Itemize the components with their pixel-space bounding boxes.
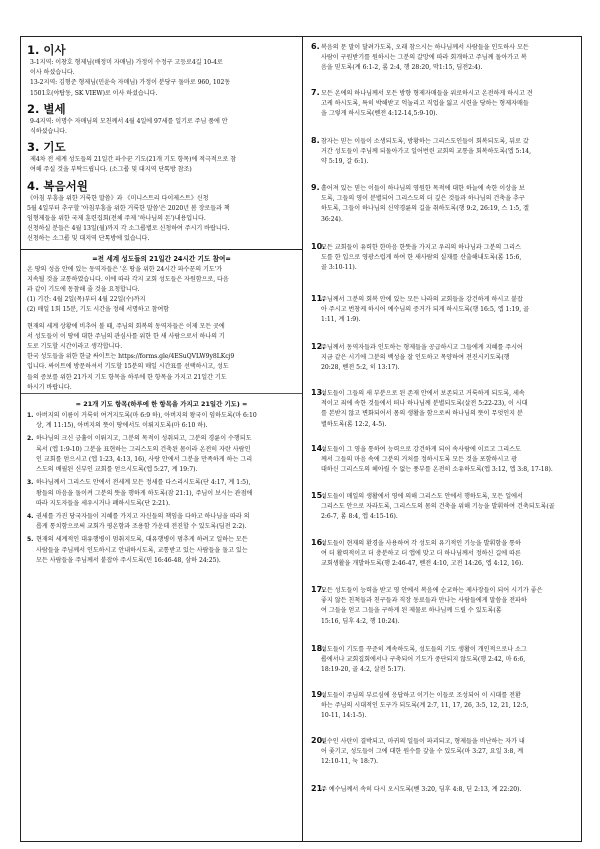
prayer-item [27,535,296,566]
text-line: 제4차 전 세계 성도들의 21일간 파수꾼 기도(21개 기도 항목)에 적극적으로 참 [30,156,237,164]
text-line: 왕들의 마음을 돌이켜 그분의 뜻을 행하게 하도록(잠 21:1), 주님이 보시는 관점에 [36,489,253,497]
prayer-item [311,89,576,120]
section-title: 2. 별세 [27,101,66,116]
text-line: 따라 지도자들을 세우시거나 폐하시도록(단 2:21). [36,499,171,507]
text-line: 5월 4일부터 추구할 '아침부흥을 위한 거룩한 말씀'은 2020년 봄 장로들과 책 [27,204,230,212]
text-line: 아 주시고 번창케 하시어 예수님의 증거가 되게 하시도록(행 16:5, 엡 1:19, 골 [321,306,529,314]
item-number: 3. [27,479,34,487]
text-line: 룹에서나 교회집회에서나 구축되어 기도가 중단되지 않도록(행 2:42, 마 6:6, [321,656,526,664]
prayer-item [311,184,576,225]
text-line: 36:24). [321,215,343,223]
text-line: 1:11, 계 1:9). [321,316,361,324]
text-line: 12:10-11, 눅 18:7). [321,758,379,766]
item-number: 15. [311,491,326,500]
text-line: 신청하는 소그룹 및 대지역 단톡방에 있습니다. [27,235,150,243]
item-number: 14. [311,444,326,453]
text-line: 식하셨습니다. [30,128,67,136]
text-line: 주 예수님께서 속히 다시 오시도록(벧 3:20, 딤후 4:8, 딛 2:13, 계 22:20). [321,786,522,793]
left-column [21,37,302,566]
text-line: 모든 온에의 하나님께서 모든 방향 형제자매들을 위로하시고 온전하게 하시고 견 [321,90,533,97]
text-line: 도로 기도할 시간이라고 생각합니다. [27,343,123,351]
text-line: 9-4지역: 이명수 자매님의 모친께서 4월 4일에 97세를 일기로 주님 품에 안 [30,117,228,125]
text-line: 하나님의 크신 긍휼이 이뤄지고, 그분의 목적이 성취되고, 그분의 경륜이 수행되도 [36,435,252,443]
text-line: 성도들이 현재의 환경을 사용하여 각 성도의 유기적인 기능을 발휘함을 통하 [321,540,521,547]
text-line: 인 교회를 얻으시고 (엡 1:23, 4:13, 16), 사랑 안에서 그분을 만족하게 하는 그리 [36,455,253,463]
text-line: 하나님께서 그리스도 안에서 전세계 모든 정세를 다스리시도록(단 4:17, 계 1:5), [36,479,251,487]
text-line: 도록, 그들의 영이 분별되어 그리스도의 더 깊은 것들과 하나님의 건축을 추구 [321,195,525,203]
text-line: 15:16, 딤후 4:2, 행 10:24). [321,617,400,625]
text-line: 롭게 통치함으로써 교회가 평온함과 조용함 가운데 전진할 수 있도록(딤전 2:2). [36,523,247,531]
bulletin-page [20,36,582,842]
text-line: 하는 주님의 시대적인 도구가 되도록(계 2:7, 11, 17, 26, 3:5, 12, 21, 12:5, [321,702,529,710]
text-line: 여 그들을 얻고 그들을 구하게 된 제물로 하나님께 드릴 수 있도록(롬 [321,607,502,615]
text-line: 10-11, 14:1-5). [321,712,367,720]
prayer-item [27,478,296,509]
text-line: 신청하실 분들은 4월 13일(월)까지 각 소그룹별로 신청하여 주시기 바랍니다. [27,225,230,233]
text-line: 주님께서 동역자들과 인도하는 형제들을 공급하시고 그들에게 지혜를 주시어 [321,344,523,351]
prayer-item [311,586,576,627]
text-line: 스도의 배필된 신부인 교회를 얻으시도록(엡 5:27, 계 19:7). [36,466,198,474]
text-line: 고케 하시도록, 특히 박해받고 억눌리고 직업을 잃고 시련을 당하는 형제자매들 [321,100,529,108]
text-line: 이사 하셨습니다. [30,69,75,77]
text-line: 적이고 죄에 속한 것들에서 떠나 하나님께 분별되도록(살전 5:22-23), 이 시대 [321,400,528,408]
text-line: 여 더 활력적이고 더 충분하고 더 앱에 맞고 더 하나님께서 정하신 길에 따른 [321,550,521,558]
prayer-item [27,411,296,431]
item-number: 6. [311,42,320,51]
prayer-item [311,492,576,523]
text-line: 현재의 세계 상황에 비추어 볼 때, 주님의 회복의 동역자들은 이제 모든 곳에 [27,322,225,330]
item-number: 9. [311,183,320,192]
item-number: 17. [311,585,326,594]
prayer-item [311,539,576,570]
text-line: 좋지 않든 친척들과 친구들과 직장 동료들과 만나는 사람들에게 말씀을 전파하 [321,597,527,605]
prayer-item [311,691,576,722]
column-divider [302,37,303,841]
section-title: 4. 복음서원 [27,178,88,193]
text-line: 《아침 부흥을 위한 거룩한 말씀》과 《미니스트리 다이제스트》신청 [27,194,209,202]
text-line: 성도들이 매일의 생활에서 영에 의해 그리스도 안에서 행하도록, 모든 일에서 [321,493,523,500]
text-line: 지속될 것을 교통하였습니다. 이에 따라 각지 교회 성도들은 자원함으로, 다음 [27,275,229,283]
prayer-item [311,295,576,326]
text-line: 1501호(야탑동, SK VIEW)로 이사 하셨습니다. [30,89,158,97]
text-line: 한국 성도들을 위한 한글 싸이트는 https://forms.gle/4ESuQVLW9y8LKcj9 [27,353,235,361]
text-line: 권세를 가진 당국자들이 지혜를 가지고 자신들의 책임을 다하고 하나님을 따라 의 [36,512,250,520]
text-line: 도를 한 입으로 영광스럽게 하여 한 새사람의 실재를 산출해내도록(롬 15:6, [321,254,522,262]
text-line: 18:19-20, 골 4:2, 살전 5:17). [321,666,406,674]
text-line: 하시기 바랍니다. [27,383,72,391]
text-line: 아버지의 이름이 거룩히 여겨지도록(마 6:9 하), 아버지의 왕국이 임하도록(마 6:10 [36,412,257,420]
text-line: 거간 성도들이 주님께 되돌아가고 일어번린 교회의 교통을 회복하도록(엡 5:14, [321,148,532,156]
prayer-item [311,43,576,74]
item-number: 20. [311,736,326,745]
prayer-item [311,645,576,676]
section-title: 1. 이사 [27,43,66,57]
item-number: 21. [311,784,326,793]
text-line: 원수인 사탄이 결박되고, 마귀의 일들이 파괴되고, 형제들을 비난하는 자가 내 [321,738,525,745]
prayer-item [27,512,296,532]
section-title: 3. 기도 [27,140,66,155]
text-line: 하도록, 그들이 하나님의 신약경륜의 길을 취하도록(행 9:2, 26:19, 스 1:5, 겔 [321,205,529,213]
right-column [303,37,582,793]
text-line: 입니다. 싸이트에 방문하셔서 기도할 15분의 매일 시간표를 선택하시고, 성도 [27,363,229,371]
prayer-box-title: =전 세계 성도들의 21일간 24시간 기도 참여= [92,254,231,263]
item-number: 11. [311,294,326,303]
prayer-item [311,445,576,476]
text-line: 흩어져 있는 믿는 이들이 하나님의 영원한 목적에 대한 하늘에 속한 이상을 보 [321,185,525,192]
prayer-item [27,434,296,475]
section-bookroom [21,176,302,249]
section-prayer [21,137,302,175]
item-number: 18. [311,644,326,653]
text-line: 모든 성도들이 능력을 받고 영 안에서 복음에 순교하는 제사장들이 되어 시기가 좋은 [321,587,543,594]
text-line: 모든 사람들을 주님께서 붙잡아 주시도록(민 16:46-48, 삼하 24:25). [36,556,221,564]
item-number: 2. [27,435,34,443]
text-line: 20:28, 벧전 5:2, 히 13:17). [321,364,400,372]
text-line: 을 그렇게 하시도록(벧전 4:12-14,5:9-10). [321,110,438,118]
prayer-item [311,389,576,430]
text-line: 임형제들을 위한 국제 훈련집회(전체 주제 '하나님의 돈')내용입니다. [27,215,206,223]
text-line: (1) 기간: 4월 2일(목)부터 4월 22일(수)까지 [27,296,146,304]
text-line: 그리스도 안으로 자라도록, 그리스도의 몸의 건축을 위해 기능을 발휘하여 건축되도록(골 [321,503,555,511]
text-line: 교회생활을 개발하도록(행 2:46-47, 벧전 4:10, 고전 14:26, 엡 4:12, 16). [321,560,524,568]
prayer-items-box [21,393,302,566]
section-passing [21,99,302,137]
text-line: 사람이 구원받기를 원하시는 그분의 갈망에 따라 회개하고 주님께 돌아가고 복 [321,54,527,62]
text-line: 서 성도들이 이 땅에 대한 주님의 관심사를 위한 한 새 사람으로서 하나의 기 [27,332,225,340]
text-line: 여해 주실 것을 부탁드립니다. (소그룹 및 대지역 단톡방 참조) [30,166,192,174]
text-line: 주님께서 그분의 회복 안에 있는 모든 나라의 교회들을 강건하게 하시고 붙잡 [321,296,523,303]
prayer-items-title: = 21개 기도 항목(하루에 한 항목을 가지고 21일간 기도) = [75,400,248,409]
text-line: 상, 계 11:15), 아버지의 뜻이 땅에서도 이뤄지도록(마 6:10 하). [36,422,208,430]
item-number: 10. [311,242,326,251]
text-line: 과 같이 기도에 동참해 줄 것을 요청합니다. [27,286,140,294]
text-line: 성도들이 주님의 부르심에 응답하고 이기는 이들로 조성되어 이 시대를 전환 [321,692,521,699]
text-line: 성도들이 그들의 새 부분으로 된 존재 안에서 보존되고 거룩하게 되도록, 세속 [321,390,525,397]
prayer-item [311,137,576,168]
item-number: 19. [311,690,326,699]
text-line: 2:6-7, 롬 8:4, 엡 4:15-16). [321,513,398,521]
prayer-item [311,243,576,274]
prayer-item [311,737,576,768]
text-line: 들의 증보를 위한 21가지 기도 항목을 하루에 한 항목을 가지고 21일간 기도 [27,373,227,381]
text-line: 참자는 믿는 이들이 소생되도록, 방황하는 그리스도인들이 회복되도록, 뒤로 갔 [321,138,529,145]
text-line: 성도들이 기도를 꾸준히 계속하도록, 성도들의 기도 생활이 개인적으로나 소그 [321,646,527,653]
text-line: 록서 (엡 1:9-10) 그분을 표현하는 그리스도의 건축된 몸이라 온전히 자란 사람인 [36,445,251,453]
item-number: 12. [311,342,326,351]
prayer-box [21,249,302,566]
item-number: 7. [311,88,320,97]
text-line: 대하신 그리스도의 헤아릴 수 없는 풍부를 온전히 소유하도록(엡 3:12, 엡 3:8, 17-18). [321,466,553,474]
text-line: 복음의 문 말이 달려가도록, 오래 참으시는 하나님께서 사람들을 인도하사 모든 [321,44,529,51]
item-number: 13. [311,388,326,397]
text-line: (2) 매일 1회 15분, 기도 시간을 정해 서명하고 참여함 [27,306,170,314]
text-line: 3-1지역: 이창호 형제님(배정미 자매님) 가정이 수정구 고등로4길 10-4로 [30,59,223,66]
item-number: 5. [27,536,34,544]
text-line: 지금 같은 시기에 그분의 백성을 잘 인도하고 목양하여 전진시키도록(행 [321,354,510,362]
text-line: 를 본받지 않고 변화되어서 몸의 생활을 함으로써 하나님의 뜻이 무엇인지 분 [321,410,523,418]
section-move [21,37,302,99]
item-number: 8. [311,136,320,145]
text-line: 모든 교회들이 유력한 한마음 한뜻을 가지고 우리의 하나님과 그분의 그리스 [321,244,521,251]
item-number: 4. [27,512,34,520]
text-line: 께서 그들의 마음 속에 그분의 거처를 정하시도록 모든 것을 포함하시고 광 [321,456,517,464]
prayer-item [311,785,576,795]
text-line: 약 5:19, 갈 6:1). [321,158,369,166]
text-line: 사람들을 주님께서 인도하시고 안내하시도록, 교통받고 있는 사람들을 돌고 있는 [36,546,248,554]
text-line: 음을 믿도록(계 6:1-2, 롬 2:4, 행 28:20, 막1:15, 딤전2:4). [321,64,483,72]
item-number: 1. [27,412,34,420]
text-line: 성도들이 그 영을 통하여 능력으로 강건하게 되어 속사람에 이르고 그리스도 [321,446,521,453]
text-line: 별하도록(롬 12:2, 4-5). [321,420,387,428]
text-line: 현재의 세계적인 대유행병이 멈춰지도록, 대유행병이 멈추게 하려고 일하는 모든 [36,536,248,544]
text-line: 골 3:10-11). [321,264,357,272]
item-number: 16. [311,538,326,547]
prayer-item [311,343,576,374]
text-line: 13-2지역: 김형준 형제님(민윤숙 자매님) 가정이 분당구 돌마로 960, 102동 [30,79,231,87]
text-line: 어 좇기고, 성도들이 그에 대한 원수를 갚을 수 있도록(마 3:27, 요일 3:8, 계 [321,748,524,756]
text-line: 온 땅의 성읍 안에 있는 동역자들은 '온 땅을 위한 24시간 파수꾼의 기도'가 [27,265,223,273]
